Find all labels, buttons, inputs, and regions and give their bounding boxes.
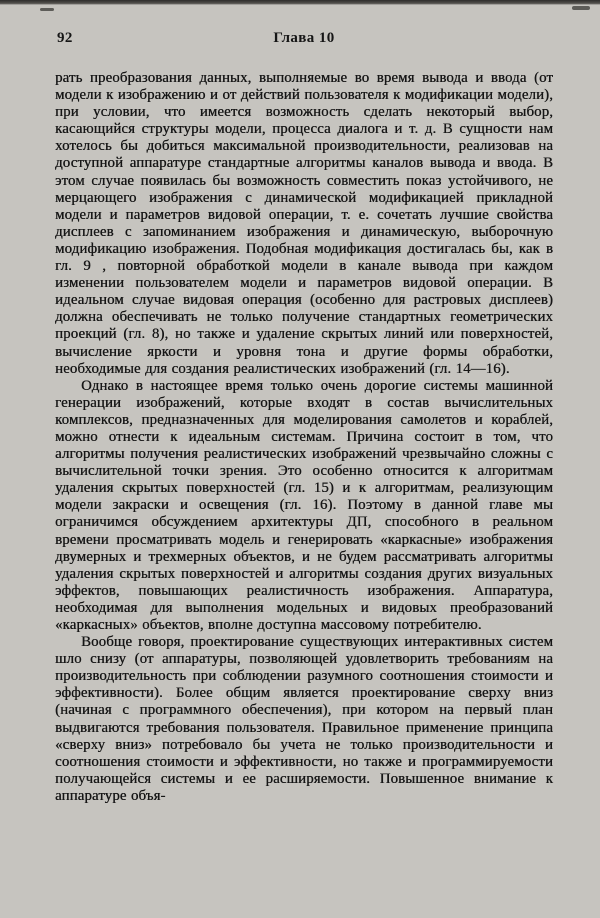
page-number: 92 — [57, 30, 73, 46]
running-head — [55, 30, 553, 48]
paragraph: рать преобразования данных, выполняемые во время вывода и ввода (от модели к изображению и от действий пользователя к модификации модели), при условии, что имеется возможность сделать некоторый выбор, касающийся структуры модели, процесса диалога и т. д. В сущности нам хотелось бы добиться максимальной производительности, реализовав на доступной аппаратуре стандартные алгоритмы каналов вывода и ввода. В этом случае появилась бы возможность совместить показ устойчивого, не мерцающего изображения с динамической модификацией прикладной модели и параметров видовой операции, т. е. сочетать лучшие свойства дисплеев с запоминанием изображения и динамическую, выборочную модификацию изображения. Подобная модификация достигалась бы, как в гл. 9 , повторной обработкой модели в канале вывода при каждом изменении пользователем модели и параметров видовой операции. В идеальном случае видовая операция (особенно для растровых дисплеев) должна обеспечивать не только получение стандартных геометрических проекций (гл. 8), но также и удаление скрытых линий или поверхностей, вычисление яркости и уровня тона и другие формы обработки, необходимые для создания реалистических изображений (гл. 14—16). — [55, 70, 553, 377]
page-body — [55, 70, 553, 805]
scan-artifact-right — [572, 6, 590, 10]
scan-edge-top — [0, 0, 600, 5]
paragraph: Вообще говоря, проектирование существующих интерактивных систем шло снизу (от аппаратуры, позволяющей удовлетворить требованиям на производительность при соблюдении разумного соотношения стоимости и эффективности). Более общим является проектирование сверху вниз (начиная с программного обеспечения), при котором на первый план выдвигаются требования пользователя. Правильное применение принципа «сверху вниз» потребовало бы учета не только производительности и соотношения стоимости и эффективности, но также и программируемости получающейся системы и ее расширяемости. Повышенное внимание к аппаратуре объя- — [55, 634, 553, 804]
chapter-title: Глава 10 — [273, 30, 335, 46]
paragraph: Однако в настоящее время только очень дорогие системы машинной генерации изображений, которые входят в состав вычислительных комплексов, предназначенных для моделирования самолетов и кораблей, можно отнести к идеальным системам. Причина состоит в том, что алгоритмы получения реалистических изображений чрезвычайно сложны с вычислительной точки зрения. Это особенно относится к алгоритмам удаления скрытых поверхностей (гл. 15) и к алгоритмам, реализующим модели закраски и освещения (гл. 16). Поэтому в данной главе мы ограничимся обсуждением архитектуры ДП, способного в реальном времени просматривать модель и генерировать «каркасные» изображения двумерных и трехмерных объектов, и не будем рассматривать алгоритмы удаления скрытых поверхностей и алгоритмы создания других визуальных эффектов, повышающих реалистичность изображения. Аппаратура, необходимая для выполнения модельных и видовых преобразований «каркасных» объектов, вполне доступна массовому потребителю. — [55, 377, 553, 633]
scan-artifact-left — [40, 8, 54, 11]
text-column — [55, 30, 553, 805]
